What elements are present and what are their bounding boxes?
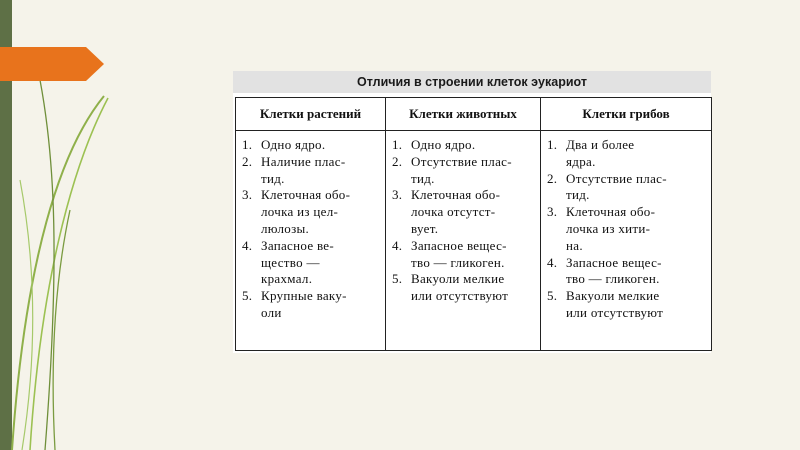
item-text: Запасное ве- щество — крахмал. bbox=[261, 237, 335, 287]
column-header: Клетки грибов bbox=[541, 98, 712, 131]
table-title: Отличия в строении клеток эукариот bbox=[233, 71, 711, 93]
item-number: 1. bbox=[392, 137, 403, 152]
item-text: Крупные ваку- оли bbox=[261, 288, 347, 320]
list-item bbox=[392, 187, 534, 237]
item-text: Отсутствие плас- тид. bbox=[411, 153, 512, 186]
item-number: 4. bbox=[392, 237, 403, 253]
list-item bbox=[392, 154, 534, 188]
swoosh-line bbox=[40, 80, 54, 450]
list-item bbox=[547, 171, 705, 205]
list-item bbox=[392, 271, 534, 305]
item-number: 1. bbox=[242, 137, 253, 152]
list-item bbox=[242, 187, 379, 237]
list-item bbox=[392, 137, 534, 154]
table-cell-fungi bbox=[541, 131, 712, 351]
item-number: 3. bbox=[242, 187, 253, 203]
swoosh-line bbox=[30, 98, 108, 450]
eukaryote-comparison-table bbox=[233, 71, 711, 353]
item-number: 2. bbox=[392, 153, 403, 169]
item-text: Одно ядро. bbox=[411, 137, 476, 152]
swoosh-line bbox=[53, 210, 70, 450]
item-text: Клеточная обо- лочка из хити- на. bbox=[566, 204, 656, 253]
list-item bbox=[547, 288, 705, 322]
item-text: Одно ядро. bbox=[261, 137, 326, 152]
item-number: 2. bbox=[242, 153, 253, 169]
table-header-row bbox=[236, 98, 712, 131]
item-number: 3. bbox=[547, 204, 558, 220]
comparison-table bbox=[235, 97, 712, 351]
item-text: Отсутствие плас- тид. bbox=[566, 170, 667, 203]
item-text: Наличие плас- тид. bbox=[261, 153, 346, 186]
list-item bbox=[547, 137, 705, 171]
table-cell-animals bbox=[386, 131, 541, 351]
item-number: 4. bbox=[547, 254, 558, 270]
item-number: 5. bbox=[547, 288, 558, 304]
item-text: Вакуоли мелкие или отсутствуют bbox=[411, 271, 509, 304]
item-text: Запасное вещес- тво — гликоген. bbox=[411, 237, 507, 270]
item-text: Вакуоли мелкие или отсутствуют bbox=[566, 288, 664, 320]
item-number: 5. bbox=[392, 271, 403, 287]
item-number: 2. bbox=[547, 170, 558, 186]
list-item bbox=[242, 154, 379, 188]
accent-arrow bbox=[0, 47, 104, 81]
list-item bbox=[242, 238, 379, 288]
list-item bbox=[547, 255, 705, 289]
item-number: 4. bbox=[242, 237, 253, 253]
item-number: 3. bbox=[392, 187, 403, 203]
list-item bbox=[547, 204, 705, 254]
swoosh-line bbox=[12, 96, 104, 450]
list-item bbox=[392, 238, 534, 272]
item-number: 5. bbox=[242, 288, 253, 304]
table-row bbox=[236, 131, 712, 351]
item-text: Клеточная обо- лочка отсутст- вует. bbox=[411, 187, 501, 236]
item-text: Два и более ядра. bbox=[566, 137, 635, 169]
item-text: Запасное вещес- тво — гликоген. bbox=[566, 254, 662, 287]
list-item bbox=[242, 137, 379, 154]
column-header: Клетки животных bbox=[386, 98, 541, 131]
table-cell-plants bbox=[236, 131, 386, 351]
list-item bbox=[242, 288, 379, 322]
item-text: Клеточная обо- лочка из цел- люлозы. bbox=[261, 187, 351, 236]
column-header: Клетки растений bbox=[236, 98, 386, 131]
item-number: 1. bbox=[547, 137, 558, 152]
